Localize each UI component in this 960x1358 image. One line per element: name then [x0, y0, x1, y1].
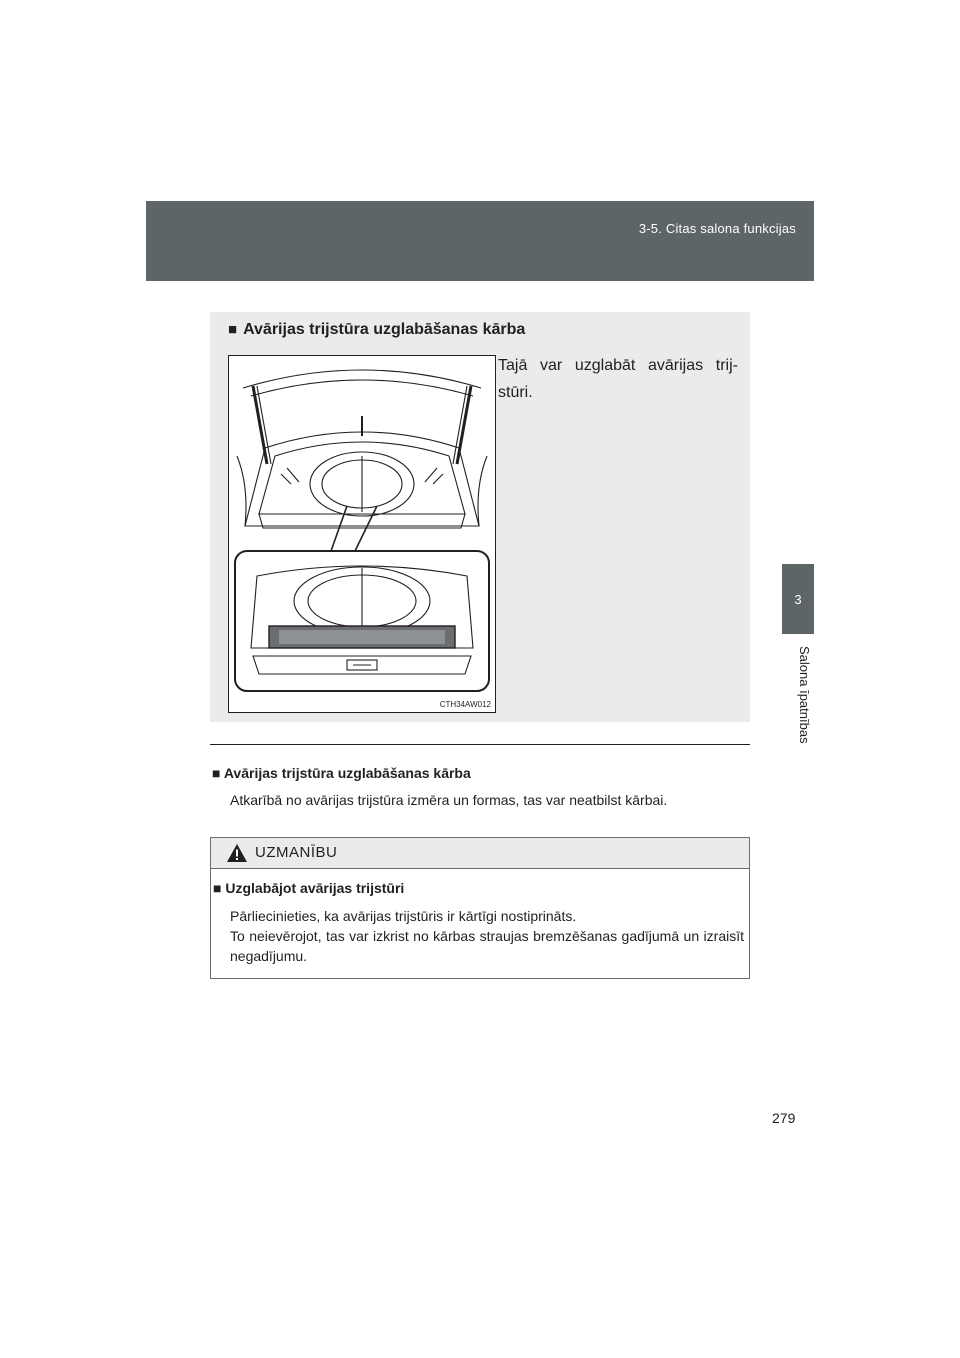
- page-number: 279: [772, 1110, 796, 1126]
- caution-bullet: ■: [213, 880, 222, 896]
- section-divider: [210, 744, 750, 745]
- section-title: 3-5. Citas salona funkcijas: [638, 221, 796, 236]
- note-body: Atkarībā no avārijas trijstūra izmēra un formas, tas var neatbilst kārbai.: [230, 792, 668, 808]
- note-title-text: Avārijas trijstūra uzglabāšanas kārba: [223, 765, 471, 781]
- caution-text-line2: To neievērojot, tas var izkrist no kārbas straujas bremzēšanas gadījumā un izraisīt negadījumu.: [230, 928, 744, 964]
- caution-label: UZMANĪBU: [255, 844, 338, 861]
- panel-title: [228, 321, 525, 339]
- chapter-number: 3: [794, 591, 802, 607]
- caution-box: [210, 837, 750, 979]
- header-bar: [146, 201, 814, 281]
- chapter-tab: [782, 564, 814, 634]
- note-title: [212, 765, 471, 781]
- trunk-illustration: [228, 355, 496, 713]
- panel-title-text: Avārijas trijstūra uzglabāšanas kārba: [243, 321, 526, 338]
- panel-body-text: Tajā var uzglabāt avārijas trij-stūri.: [498, 357, 738, 401]
- caution-item-title: [213, 880, 404, 896]
- trunk-drawing: [229, 356, 495, 712]
- caution-text: [230, 906, 744, 966]
- caution-header: [211, 838, 749, 869]
- chapter-label: Salona īpatnības: [797, 646, 812, 744]
- trunk-box-panel: [210, 312, 750, 722]
- caution-item-title-text: Uzglabājot avārijas trijstūri: [225, 880, 405, 896]
- illustration-code: CTH34AW012: [439, 700, 491, 709]
- warning-icon: [226, 843, 248, 863]
- panel-title-bullet: ■: [228, 321, 238, 338]
- note-bullet: ■: [212, 765, 221, 781]
- caution-text-line1: Pārliecinieties, ka avārijas trijstūris ir kārtīgi nostiprināts.: [230, 908, 577, 924]
